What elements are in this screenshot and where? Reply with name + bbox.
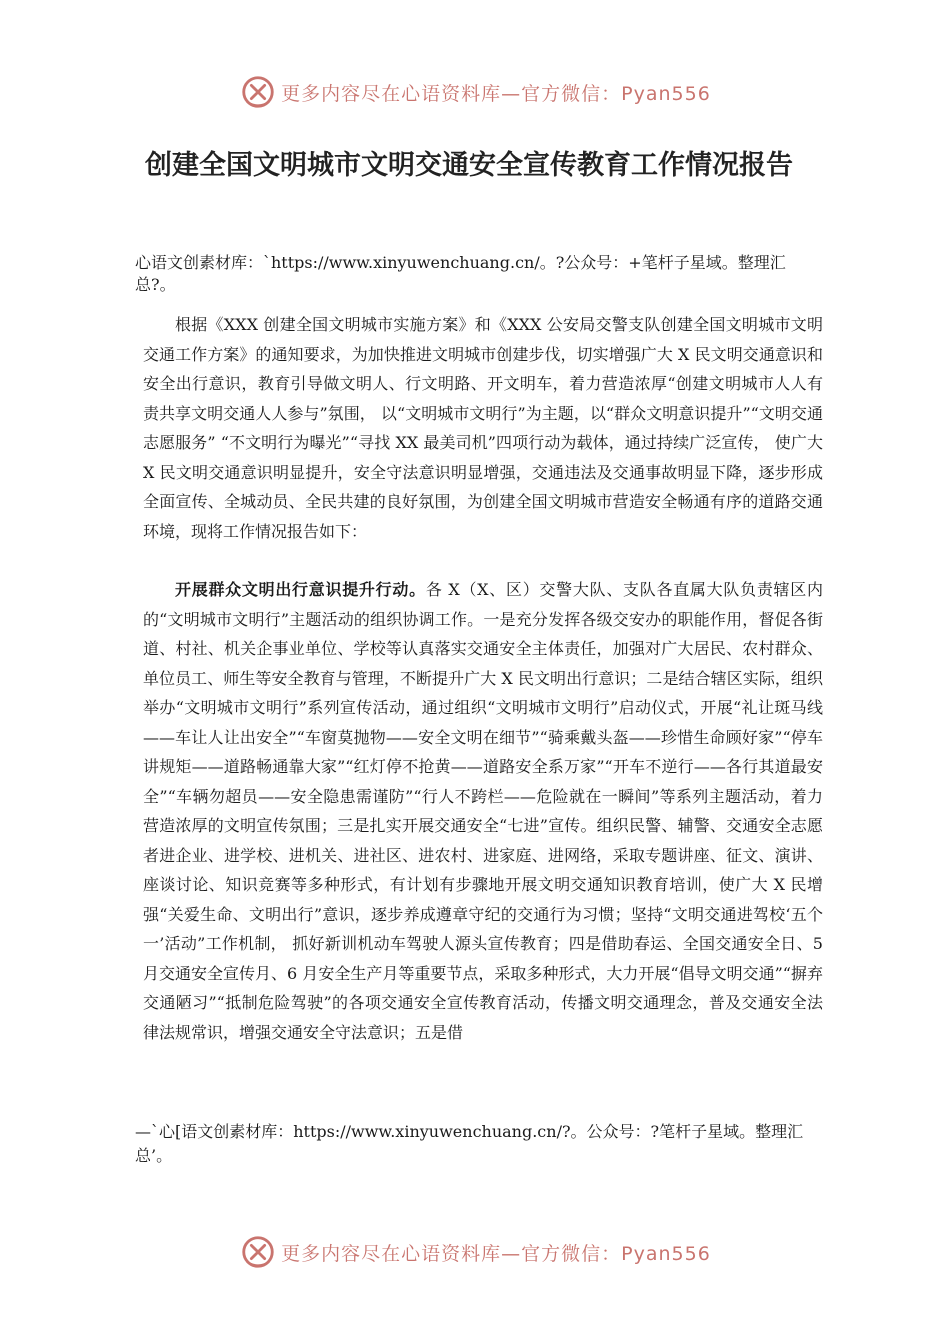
banner-text: 更多内容尽在心语资料库—官方微信：Pyan556 — [281, 1242, 711, 1265]
footer-banner — [0, 1232, 950, 1272]
source-line: 心语文创素材库：`https://www.xinyuwenchuang.cn/。?公众号：+笔杆子星域。整理汇总?。 — [135, 253, 786, 294]
paragraph-lead: 开展群众文明出行意识提升行动。 — [175, 580, 426, 599]
logo-icon — [239, 1233, 277, 1271]
paragraph-intro: 根据《XXX 创建全国文明城市实施方案》和《XXX 公安局交警支队创建全国文明城市文明交通工作方案》的通知要求，为加快推进文明城市创建步伐，切实增强广大 X 民文明交通意识和安全出行意识，教育引导做文明人、行文明路、开文明车，着力营造浓厚“创建文明城市人人有责共享文明交通人人参与”氛围， 以“文明城市文明行”为主题，以“群众文明意识提升”“文明交通志愿服务” “不文明行为曝光”“寻找 XX 最美司机”四项行动为载体，通过持续广泛宣传， 使广大 X 民文明交通意识明显提升，安全守法意识明显增强，交通违法及交通事故明显下降，逐步形成全面宣传、全城动员、全民共建的良好氛围，为创建全国文明城市营造安全畅通有序的道路交通环境，现将工作情况报告如下： — [143, 315, 823, 541]
footer-source-line: —`心[语文创素材库：https://www.xinyuwenchuang.cn/?。公众号：?笔杆子星域。整理汇总’。 — [135, 1122, 804, 1165]
paragraph-action — [143, 575, 823, 1047]
logo-icon — [239, 73, 277, 111]
page-title: 创建全国文明城市文明交通安全宣传教育工作情况报告 — [145, 150, 793, 181]
banner-text: 更多内容尽在心语资料库—官方微信：Pyan556 — [281, 82, 711, 105]
header-banner — [0, 72, 950, 112]
paragraph-body: 各 X（X、区）交警大队、支队各直属大队负责辖区内的“文明城市文明行”主题活动的组织协调工作。一是充分发挥各级交安办的职能作用，督促各街道、村社、机关企事业单位、学校等认真落实交通安全主体责任，加强对广大居民、农村群众、单位员工、师生等安全教育与管理，不断提升广大 X 民文明出行意识；二是结合辖区实际，组织举办“文明城市文明行”系列宣传活动，通过组织“文明城市文明行”启动仪式，开展“礼让斑马线——车让人让出安全”“车窗莫抛物——安全文明在细节”“骑乘戴头盔——珍惜生命顾好家”“停车讲规矩——道路畅通靠大家”“红灯停不抢黄——道路安全系万家”“开车不逆行——各行其道最安全”“车辆勿超员——安全隐患需谨防”“行人不跨栏——危险就在一瞬间”等系列主题活动，着力营造浓厚的文明宣传氛围；三是扎实开展交通安全“七进”宣传。组织民警、辅警、交通安全志愿者进企业、进学校、进机关、进社区、进农村、进家庭、进网络，采取专题讲座、征文、演讲、座谈讨论、知识竞赛等多种形式，有计划有步骤地开展文明交通知识教育培训，使广大 X 民增强“关爱生命、文明出行”意识，逐步养成遵章守纪的交通行为习惯；坚持“文明交通进驾校‘五个一’活动”工作机制， 抓好新训机动车驾驶人源头宣传教育；四是借助春运、全国交通安全日、5 月交通安全宣传月、6 月安全生产月等重要节点，采取多种形式，大力开展“倡导文明交通”“摒弃交通陋习”“抵制危险驾驶”的各项交通安全宣传教育活动，传播文明交通理念，普及交通安全法律法规常识，增强交通安全守法意识；五是借 — [143, 580, 823, 1042]
